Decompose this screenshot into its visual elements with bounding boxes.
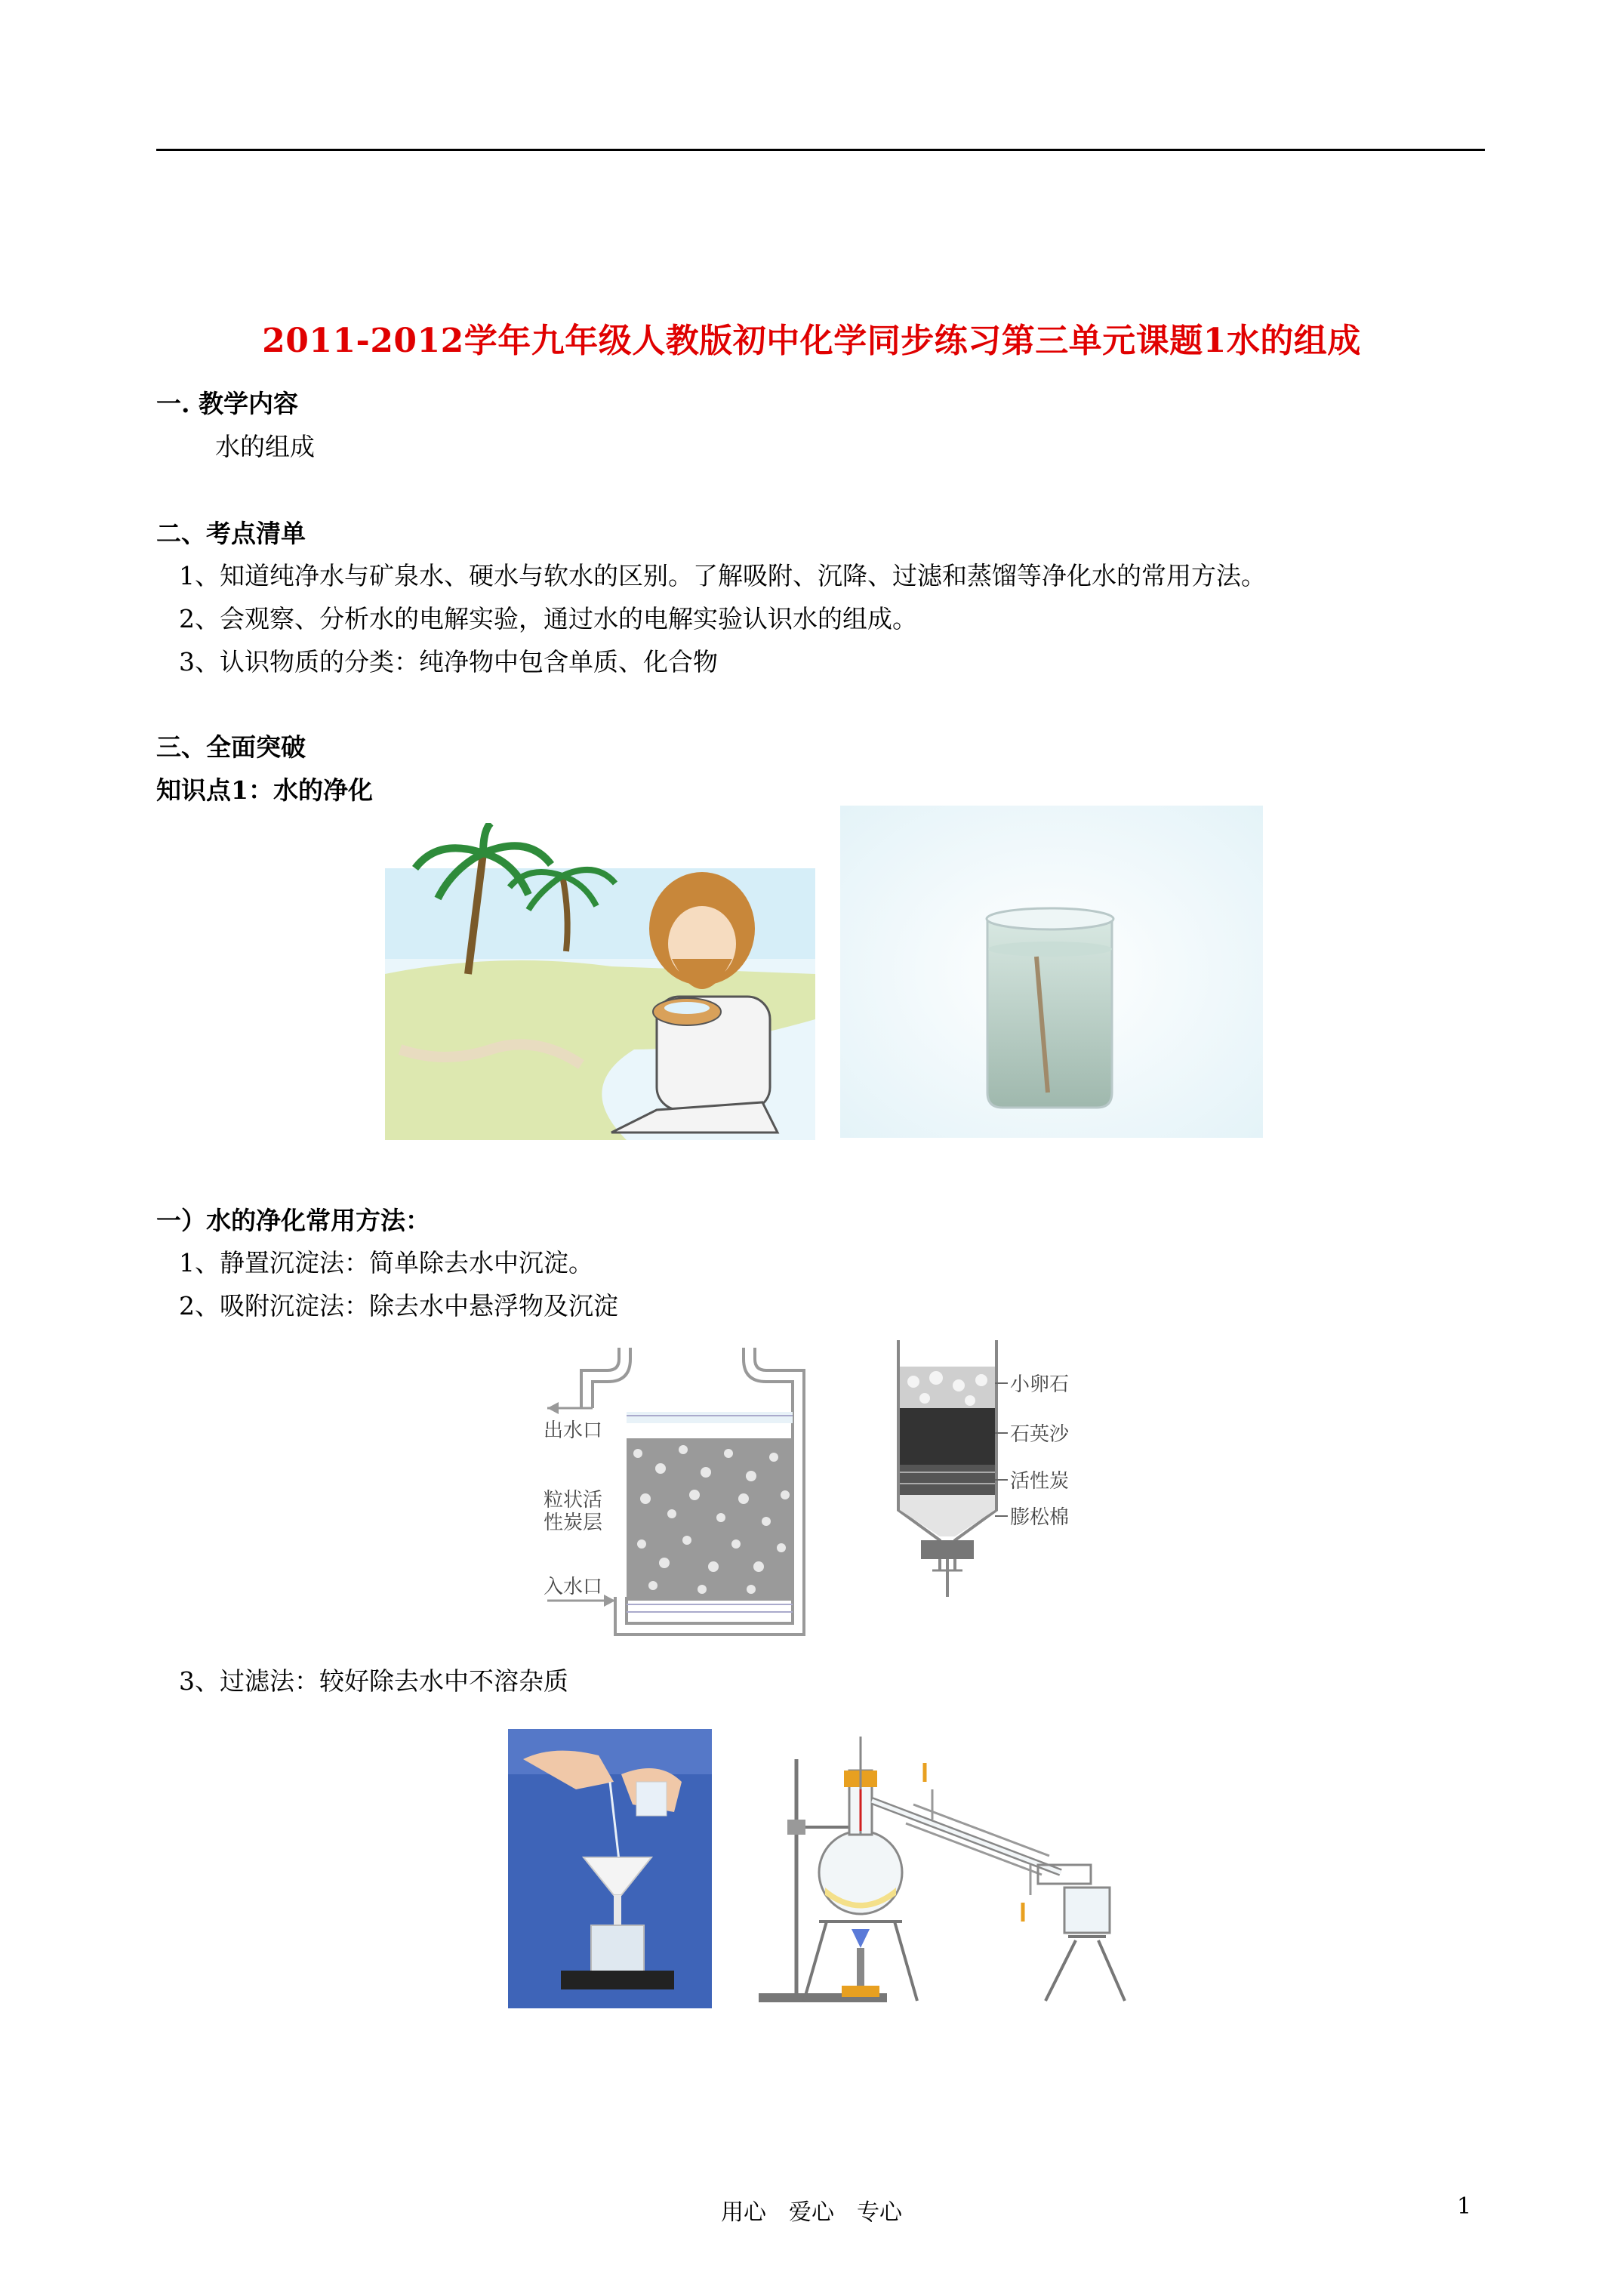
quartz-sand-label: 石英沙 [1010, 1423, 1070, 1446]
pebble-label: 小卵石 [1010, 1373, 1070, 1396]
page-footer: 用心 爱心 专心 [721, 2199, 902, 2226]
island-illustration [385, 823, 815, 1140]
adsorption-tank-diagram [540, 1340, 823, 1638]
methods-heading: 一）水的净化常用方法： [156, 1206, 430, 1235]
section-2-heading: 二、考点清单 [156, 519, 306, 548]
filtration-photo [508, 1729, 712, 2008]
activated-carbon-label: 活性炭 [1010, 1470, 1070, 1493]
muddy-water-beaker-photo [840, 806, 1263, 1138]
carbon-layer-label-2: 性炭层 [544, 1512, 603, 1534]
header-rule [156, 149, 1485, 151]
cotton-label: 膨松棉 [1010, 1506, 1070, 1529]
list-item: 3、认识物质的分类：纯净物中包含单质、化合物 [179, 647, 718, 676]
page-number: 1 [1457, 2193, 1472, 2220]
outlet-label: 出水口 [544, 1419, 603, 1442]
distillation-apparatus-diagram [744, 1729, 1136, 2008]
inlet-label: 入水口 [544, 1576, 603, 1598]
carbon-layer-label-1: 粒状活 [544, 1489, 603, 1512]
page-title: 2011-2012学年九年级人教版初中化学同步练习第三单元课题1水的组成 [262, 322, 1361, 360]
section-3-heading: 三、全面突破 [156, 732, 306, 762]
method-1: 1、静置沉淀法：简单除去水中沉淀。 [179, 1248, 593, 1277]
knowledge-point-1: 知识点1：水的净化 [156, 775, 373, 805]
method-3: 3、过滤法：较好除去水中不溶杂质 [179, 1666, 568, 1696]
list-item: 2、会观察、分析水的电解实验，通过水的电解实验认识水的组成。 [179, 604, 917, 633]
section-1-body: 水的组成 [215, 432, 315, 461]
section-1-heading: 一. 教学内容 [156, 389, 298, 418]
method-2: 2、吸附沉淀法：除去水中悬浮物及沉淀 [179, 1291, 618, 1321]
list-item: 1、知道纯净水与矿泉水、硬水与软水的区别。了解吸附、沉降、过滤和蒸馏等净化水的常用方法。 [179, 561, 1266, 590]
water-filter-diagram [883, 1336, 1132, 1616]
